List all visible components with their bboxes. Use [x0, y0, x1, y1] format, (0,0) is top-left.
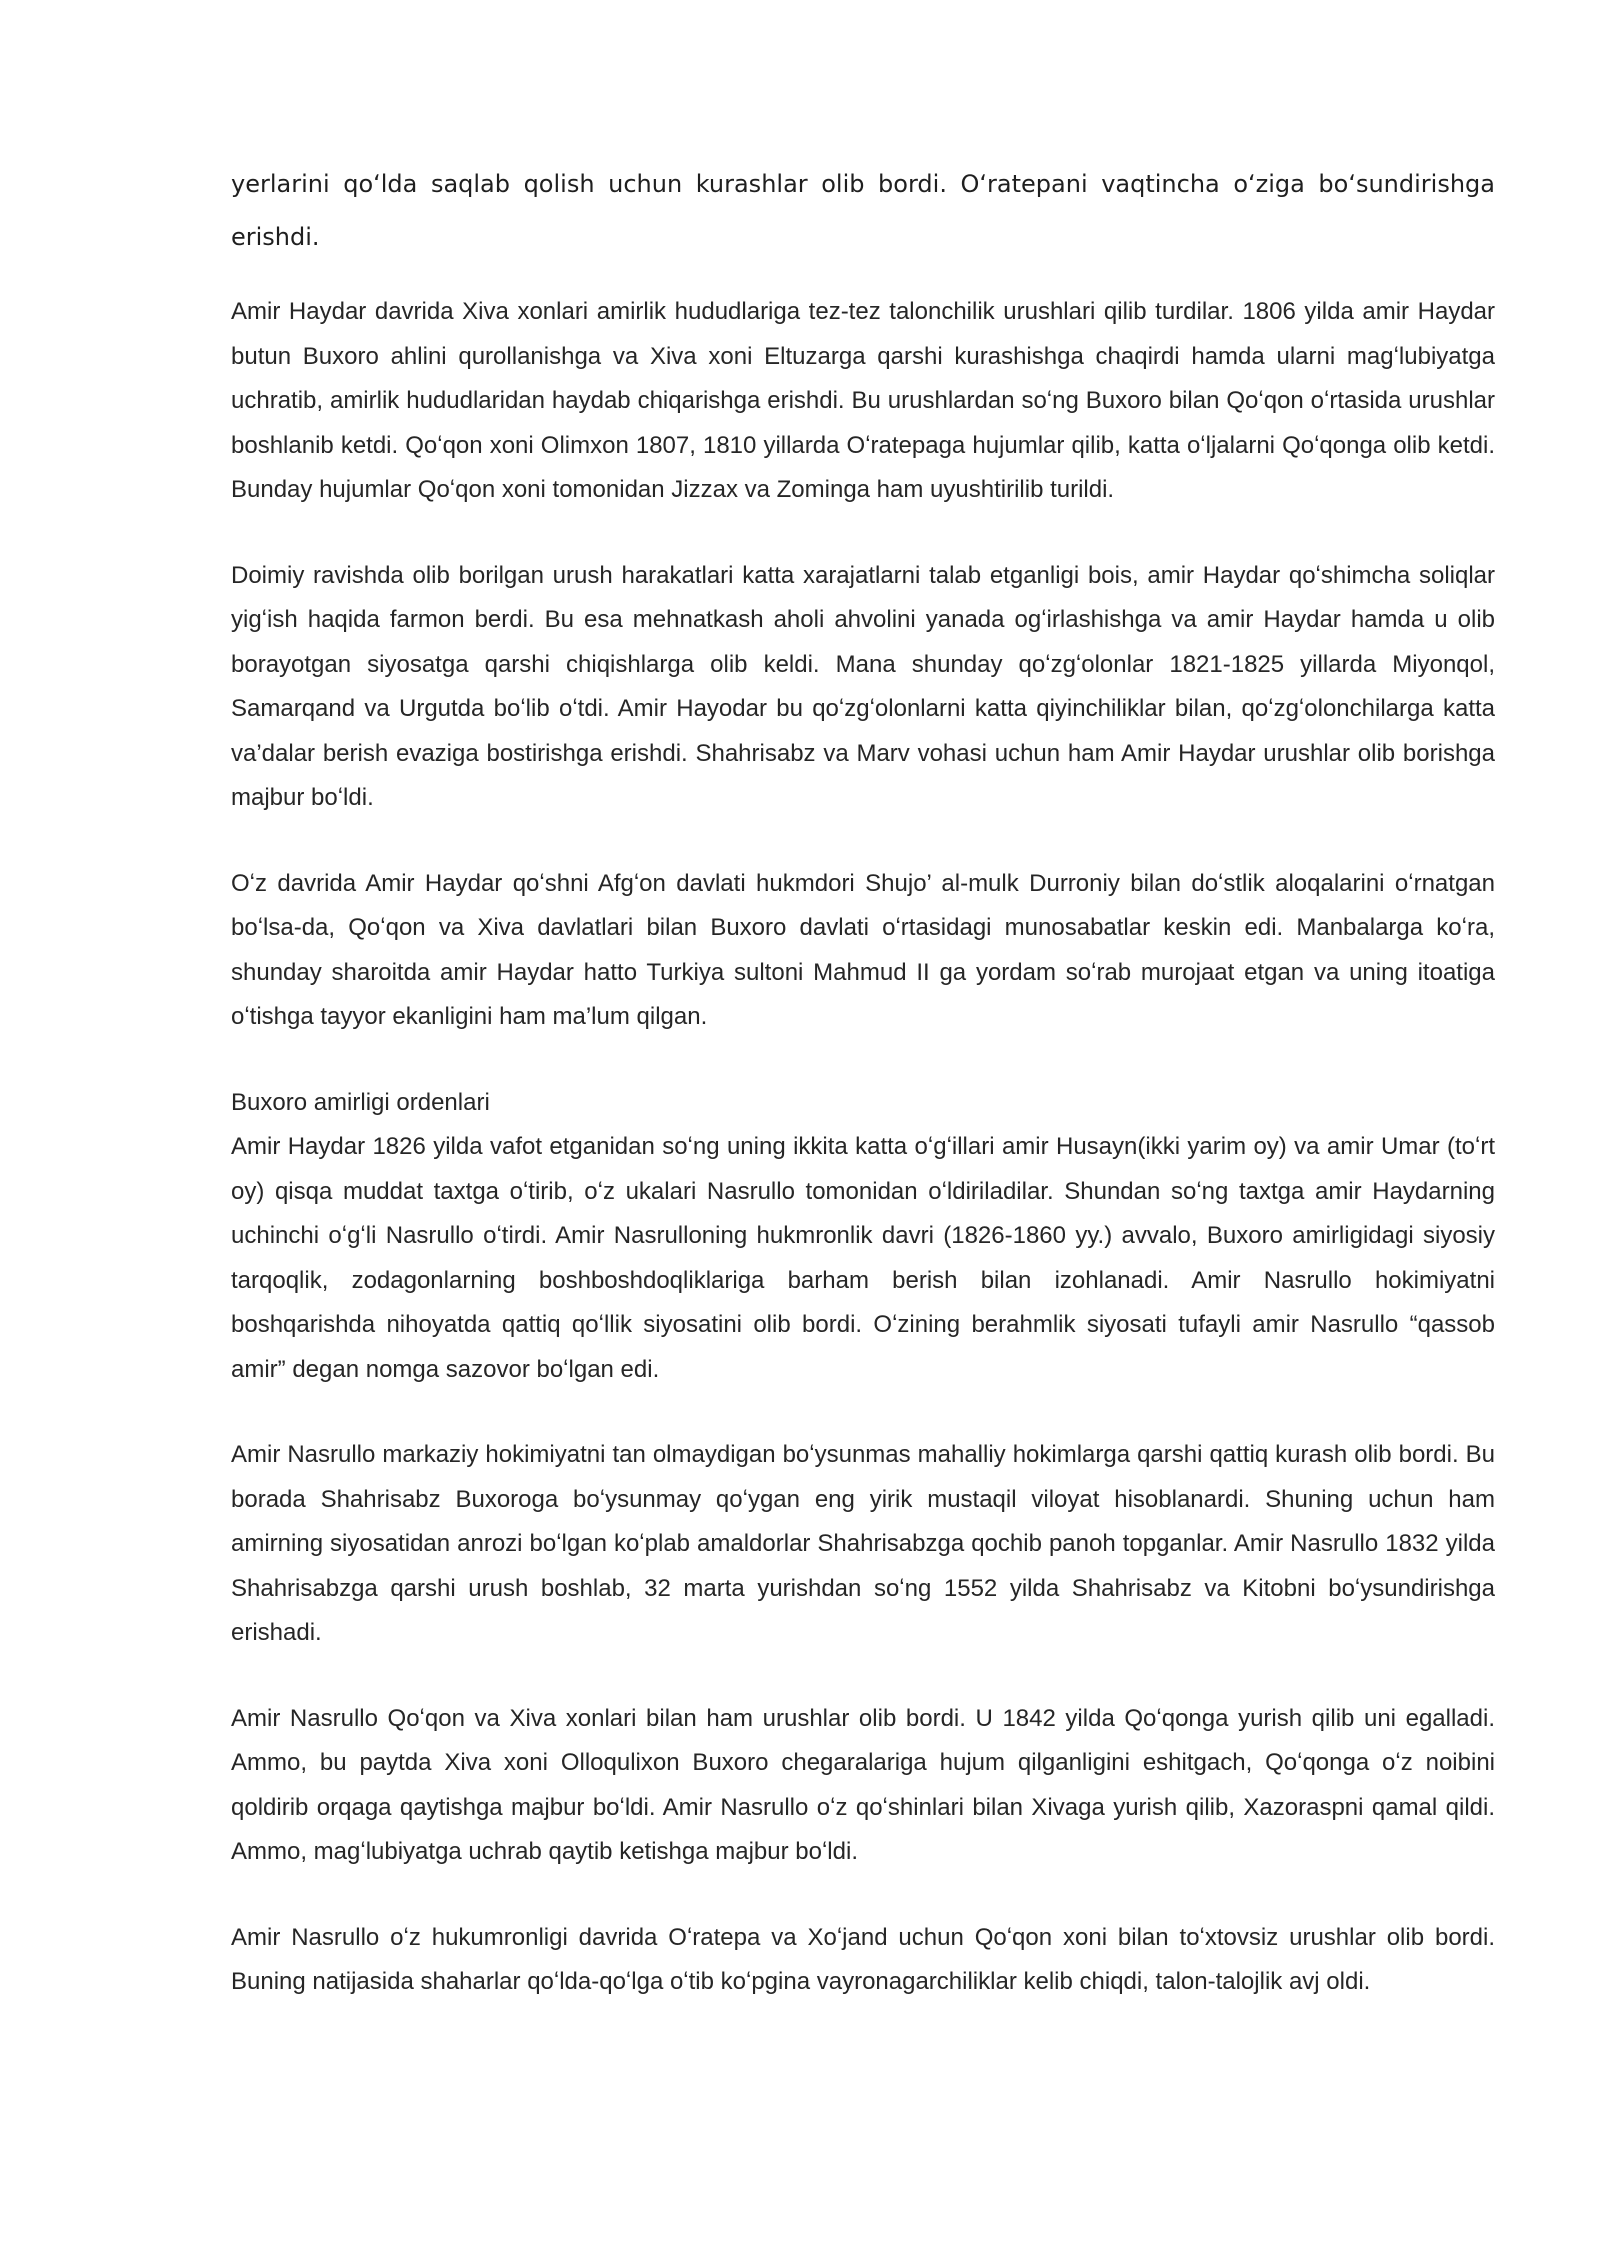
paragraph-continuation: yerlarini qoʻlda saqlab qolish uchun kurashlar olib bordi. Oʻratepani vaqtincha oʻziga boʻsundirishga erishdi. [231, 170, 1495, 251]
paragraph-nasrullo-rule: Amir Haydar 1826 yilda vafot etganidan soʻng uning ikkita katta oʻgʻillari amir Husayn(ikki yarim oy) va amir Umar (toʻrt oy) qisqa muddat taxtga oʻtirib, oʻz ukalari Nasrullo tomonidan oʻldiriladilar. Shundan soʻng taxtga amir Haydarning uchinchi oʻgʻli Nasrullo oʻtirdi. Amir Nasrulloning hukmronlik davri (1826-1860 yy.) avvalo, Buxoro amirligidagi siyosiy tarqoqlik, zodagonlarning boshboshdoqliklariga barham berish bilan izohlanadi. Amir Nasrullo hokimiyatni boshqarishda nihoyatda qattiq qoʻllik siyosatini olib bordi. Oʻzining berahmlik siyosati tufayli amir Nasrullo “qassob amir” degan nomga sazovor boʻlgan edi. [231, 1133, 1495, 1383]
paragraph-foreign-relations: Oʻz davrida Amir Haydar qoʻshni Afgʻon davlati hukmdori Shujo’ al-mulk Durroniy bilan doʻstlik aloqalarini oʻrnatgan boʻlsa-da, Qoʻqon va Xiva davlatlari bilan Buxoro davlati oʻrtasidagi munosabatlar keskin edi. Manbalarga koʻra, shunday sharoitda amir Haydar hatto Turkiya sultoni Mahmud II ga yordam soʻrab murojaat etgan va uning itoatiga oʻtishga tayyor ekanligini ham ma’lum qilgan. [231, 869, 1495, 1030]
paragraph-shahrisabz: Amir Nasrullo markaziy hokimiyatni tan olmaydigan boʻysunmas mahalliy hokimlarga qarshi qattiq kurash olib bordi. Bu borada Shahrisabz Buxoroga boʻysunmay qoʻygan eng yirik mustaqil viloyat hisoblanardi. Shuning uchun ham amirning siyosatidan anrozi boʻlgan koʻplab amaldorlar Shahrisabzga qochib panoh topganlar. Amir Nasrullo 1832 yilda Shahrisabzga qarshi urush boshlab, 32 marta yurishdan soʻng 1552 yilda Shahrisabz va Kitobni boʻysundirishga erishadi. [231, 1441, 1495, 1646]
document-page [231, 158, 1495, 2005]
paragraph-xiva-raids: Amir Haydar davrida Xiva xonlari amirlik hududlariga tez-tez talonchilik urushlari qilib turdilar. 1806 yilda amir Haydar butun Buxoro ahlini qurollanishga va Xiva xoni Eltuzarga qarshi kurashishga chaqirdi hamda ularni magʻlubiyatga uchratib, amirlik hududlaridan haydab chiqarishga erishdi. Bu urushlardan soʻng Buxoro bilan Qoʻqon oʻrtasida urushlar boshlanib ketdi. Qoʻqon xoni Olimxon 1807, 1810 yillarda Oʻratepaga hujumlar qilib, katta oʻljalarni Qoʻqonga olib ketdi. Bunday hujumlar Qoʻqon xoni tomonidan Jizzax va Zominga ham uyushtirilib turildi. [231, 298, 1495, 503]
paragraph-taxes-uprisings: Doimiy ravishda olib borilgan urush harakatlari katta xarajatlarni talab etganligi bois, amir Haydar qoʻshimcha soliqlar yigʻish haqida farmon berdi. Bu esa mehnatkash aholi ahvolini yanada ogʻirlashishga va amir Haydar hamda u olib borayotgan siyosatga qarshi chiqishlarga olib keldi. Mana shunday qoʻzgʻolonlar 1821-1825 yillarda Miyonqol, Samarqand va Urgutda boʻlib oʻtdi. Amir Hayodar bu qoʻzgʻolonlarni katta qiyinchiliklar bilan, qoʻzgʻolonchilarga katta va’dalar berish evaziga bostirishga erishdi. Shahrisabz va Marv vohasi uchun ham Amir Haydar urushlar olib borishga majbur boʻldi. [231, 561, 1495, 811]
paragraph-oratepa-xojand: Amir Nasrullo oʻz hukumronligi davrida Oʻratepa va Xoʻjand uchun Qoʻqon xoni bilan toʻxtovsiz urushlar olib bordi. Buning natijasida shaharlar qoʻlda-qoʻlga oʻtib koʻpgina vayronagarchiliklar kelib chiqdi, talon-talojlik avj oldi. [231, 1923, 1495, 1995]
paragraph-qoqon-xiva-wars: Amir Nasrullo Qoʻqon va Xiva xonlari bilan ham urushlar olib bordi. U 1842 yilda Qoʻqonga yurish qilib uni egalladi. Ammo, bu paytda Xiva xoni Olloqulixon Buxoro chegaralariga hujum qilganligini eshitgach, Qoʻqonga oʻz noibini qoldirib orqaga qaytishga majbur boʻldi. Amir Nasrullo oʻz qoʻshinlari bilan Xivaga yurish qilib, Xazoraspni qamal qildi. Ammo, magʻlubiyatga uchrab qaytib ketishga majbur boʻldi. [231, 1704, 1495, 1865]
section-heading: Buxoro amirligi ordenlari [231, 1088, 490, 1116]
